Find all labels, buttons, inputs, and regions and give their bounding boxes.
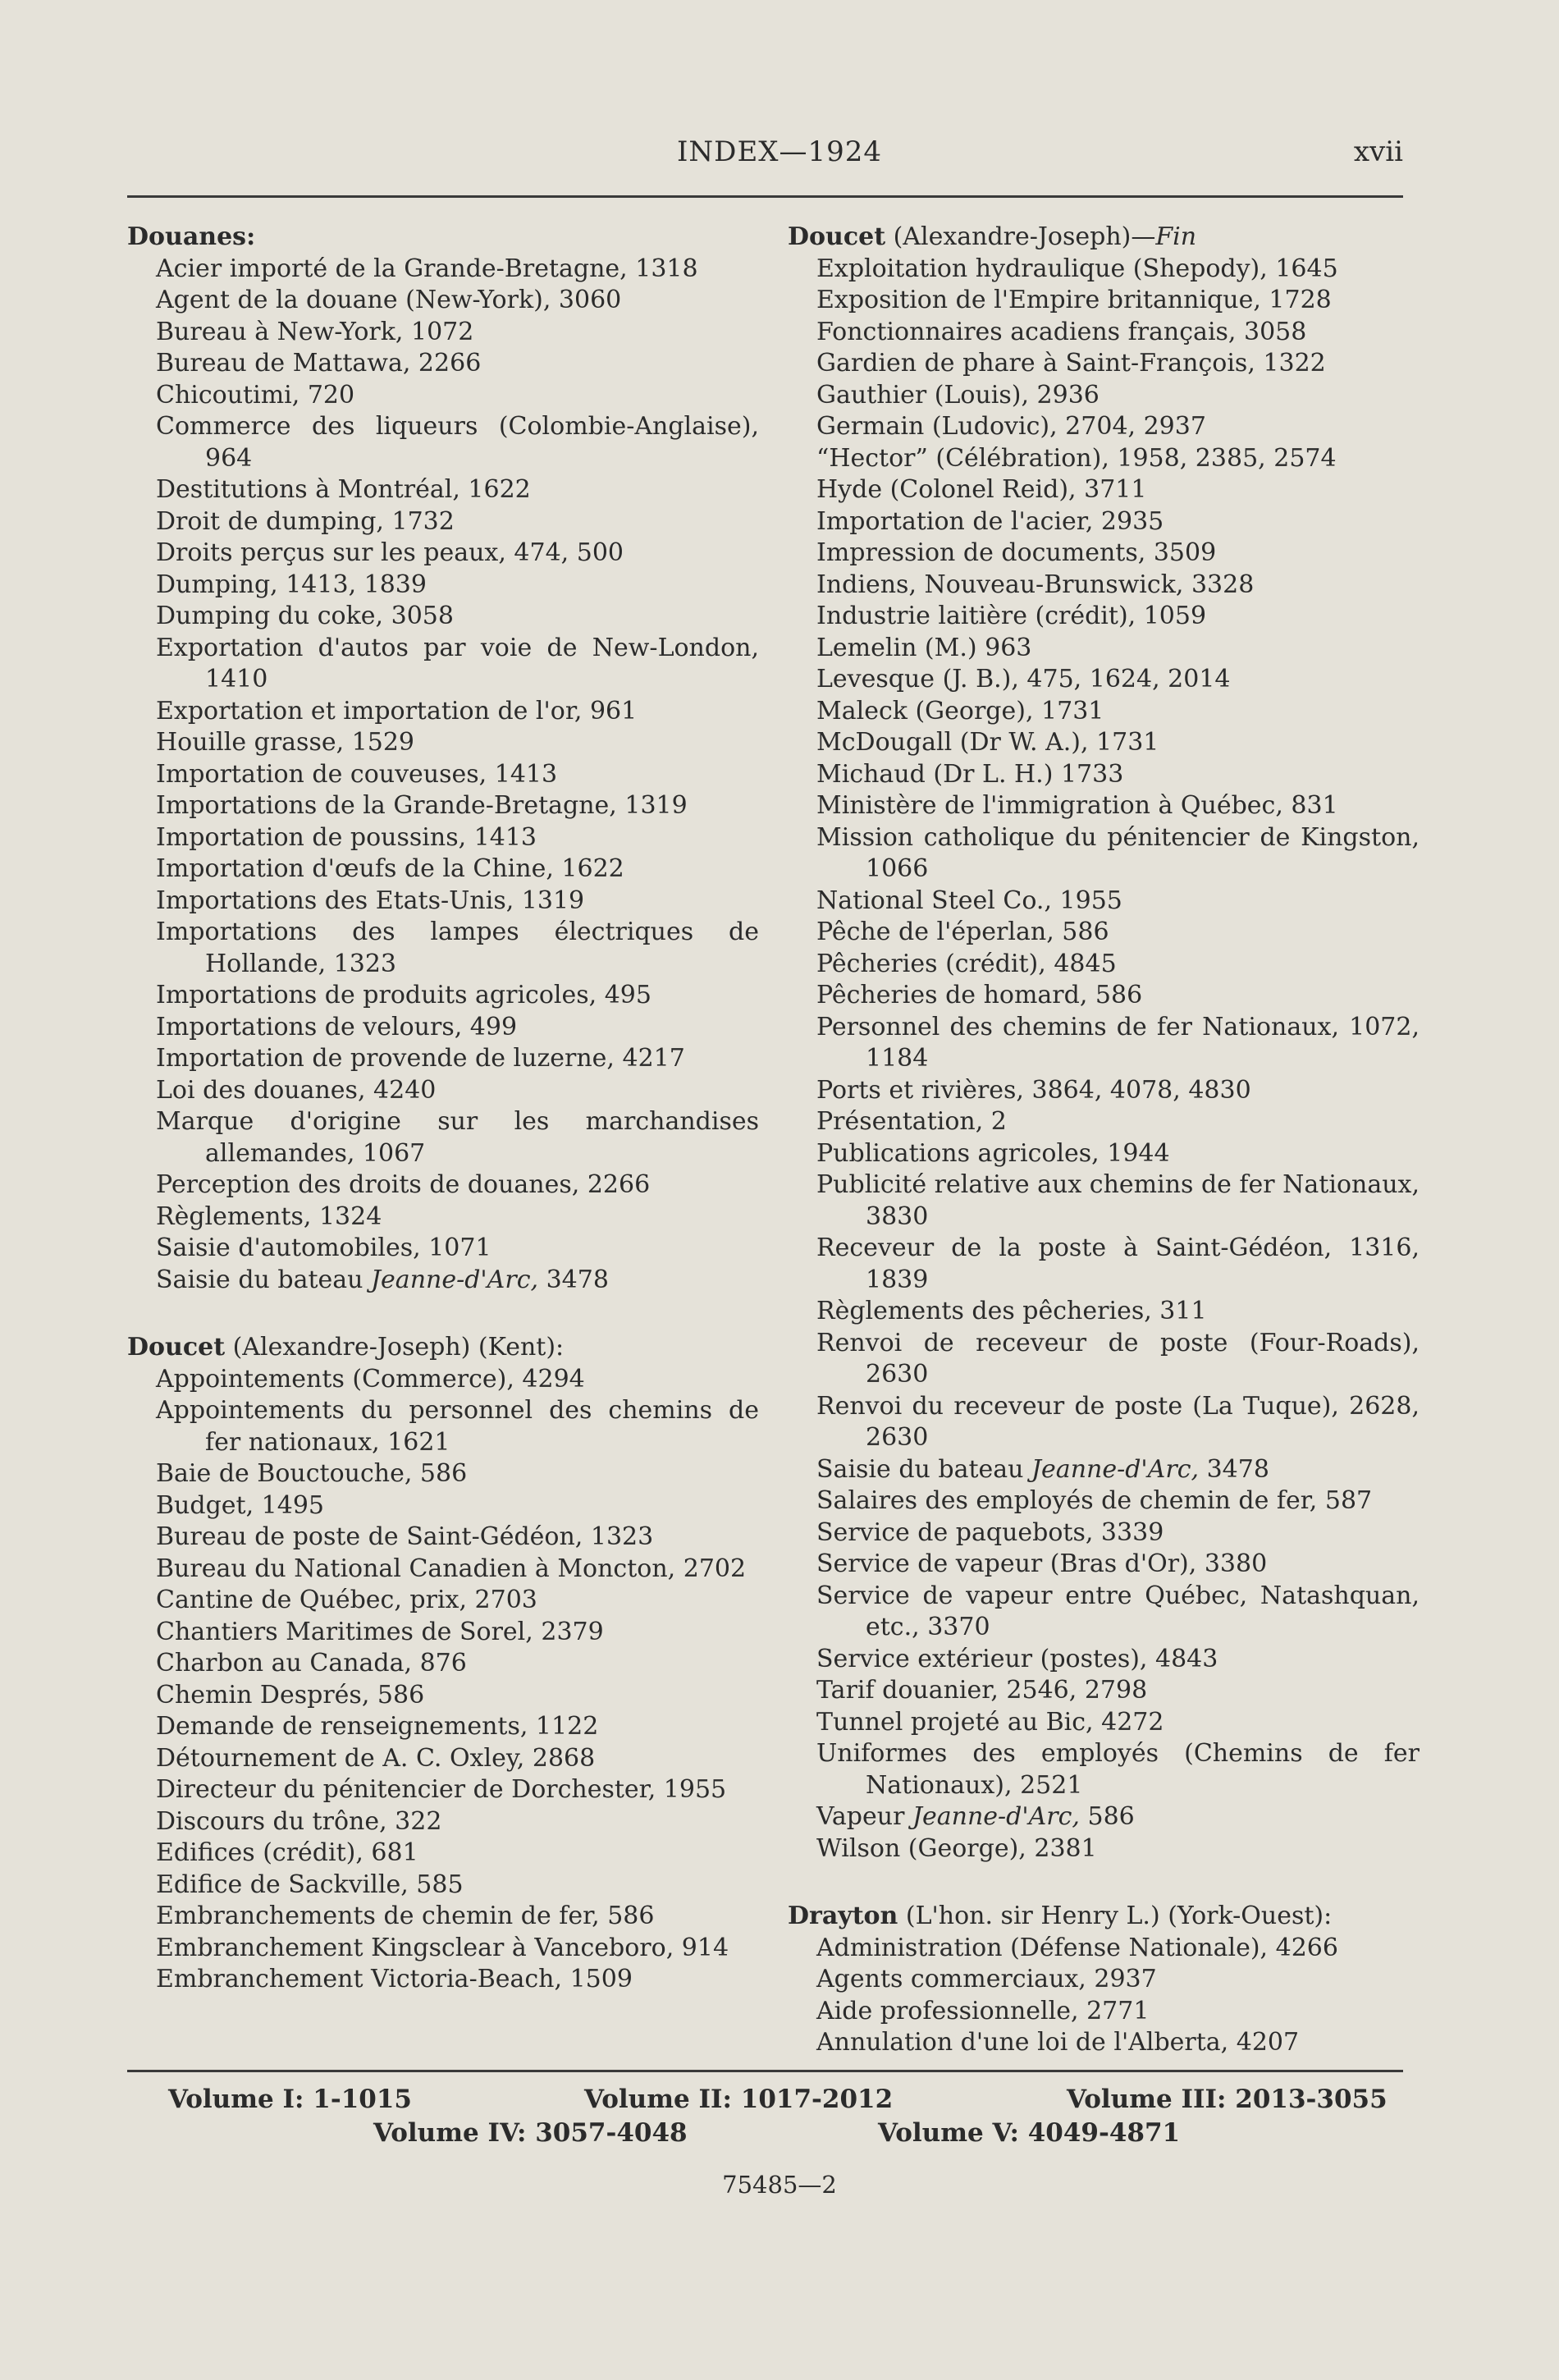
page-number: xvii xyxy=(1353,135,1403,168)
index-section xyxy=(127,222,759,1296)
index-entry: Demande de renseignements, 1122 xyxy=(156,1712,599,1741)
heading-suffix: (L'hon. sir Henry L.) (York-Ouest): xyxy=(898,1902,1333,1930)
index-entry: Aide professionnelle, 2771 xyxy=(816,1996,1150,2025)
index-entry: Bureau du National Canadien à Moncton, 2702 xyxy=(156,1554,747,1583)
entry-italic-text: Jeanne-d'Arc, xyxy=(912,1802,1080,1831)
index-entry: Détournement de A. C. Oxley, 2868 xyxy=(156,1743,596,1773)
heading-name: Douanes: xyxy=(127,222,256,251)
entry-text: 586 xyxy=(1079,1802,1135,1831)
volume-label: Volume I: xyxy=(168,2085,304,2114)
index-entry: Présentation, 2 xyxy=(816,1107,1007,1136)
index-entry: Importation de l'acier, 2935 xyxy=(816,506,1164,536)
index-entry: McDougall (Dr W. A.), 1731 xyxy=(816,728,1159,757)
index-entry: Chemin Després, 586 xyxy=(156,1680,425,1709)
index-entry: Loi des douanes, 4240 xyxy=(156,1075,437,1105)
index-section xyxy=(788,1901,1420,2059)
index-entry xyxy=(127,1265,759,1297)
index-entry: Budget, 1495 xyxy=(156,1490,325,1520)
footer-rule xyxy=(127,2070,1403,2072)
entry-italic-text: Jeanne-d'Arc, xyxy=(1031,1454,1200,1484)
index-entry: Charbon au Canada, 876 xyxy=(156,1649,467,1677)
index-entry: Maleck (George), 1731 xyxy=(816,696,1104,725)
index-entry: Tarif douanier, 2546, 2798 xyxy=(816,1676,1148,1705)
index-entry: Pêche de l'éperlan, 586 xyxy=(816,918,1109,946)
index-entry: Dumping du coke, 3058 xyxy=(156,602,454,630)
volume-range: 4049-4871 xyxy=(1027,2118,1181,2148)
index-section xyxy=(788,222,1420,1865)
header-rule xyxy=(127,195,1403,198)
index-entry: Droits perçus sur les peaux, 474, 500 xyxy=(156,538,624,567)
entry-text: Saisie du bateau xyxy=(816,1454,1032,1484)
footer-volume-2 xyxy=(584,2085,893,2114)
index-entry: Exportation d'autos par voie de New-London, 1410 xyxy=(156,633,759,693)
index-entry: Importations des lampes électriques de Hollande, 1323 xyxy=(156,918,759,978)
index-entry: Commerce des liqueurs (Colombie-Anglaise), 964 xyxy=(156,412,759,473)
index-section xyxy=(127,1332,759,1996)
index-entry: Ministère de l'immigration à Québec, 831 xyxy=(816,791,1338,820)
index-entry: Directeur du pénitencier de Dorchester, 1955 xyxy=(156,1775,727,1804)
entry-italic-text: Jeanne-d'Arc, xyxy=(371,1265,539,1294)
entry-text: 3478 xyxy=(538,1265,609,1294)
index-entry: Mission catholique du pénitencier de Kingston, 1066 xyxy=(816,822,1420,883)
index-entry: Industrie laitière (crédit), 1059 xyxy=(816,602,1207,630)
index-entry: Service de paquebots, 3339 xyxy=(816,1517,1164,1547)
heading-name: Doucet xyxy=(127,1333,226,1362)
section-heading xyxy=(788,1901,1420,1933)
index-entry: Appointements (Commerce), 4294 xyxy=(156,1364,585,1394)
footer-volume-4 xyxy=(373,2118,688,2148)
index-entry: Renvoi de receveur de poste (Four-Roads), 2630 xyxy=(816,1328,1420,1389)
index-entry: Règlements des pêcheries, 311 xyxy=(816,1297,1207,1325)
volume-label: Volume V: xyxy=(878,2118,1019,2148)
index-entry: Hyde (Colonel Reid), 3711 xyxy=(816,475,1147,504)
section-heading xyxy=(127,222,759,254)
index-entry: Bureau à New-York, 1072 xyxy=(156,317,474,346)
footer-code: 75485—2 xyxy=(722,2171,837,2199)
index-entry: Importation d'œufs de la Chine, 1622 xyxy=(156,854,624,883)
index-entry: Edifice de Sackville, 585 xyxy=(156,1870,464,1899)
index-entry: “Hector” (Célébration), 1958, 2385, 2574 xyxy=(816,443,1337,473)
index-entry: Pêcheries (crédit), 4845 xyxy=(816,949,1117,978)
index-entry xyxy=(788,1454,1420,1486)
volume-label: Volume IV: xyxy=(373,2118,527,2148)
heading-italic: Fin xyxy=(1155,222,1197,251)
index-entry: Chicoutimi, 720 xyxy=(156,380,355,410)
volume-label: Volume III: xyxy=(1067,2085,1227,2114)
index-entry: Marque d'origine sur les marchandises allemandes, 1067 xyxy=(156,1107,759,1168)
index-entry: Levesque (J. B.), 475, 1624, 2014 xyxy=(816,665,1231,693)
index-entry: Ports et rivières, 3864, 4078, 4830 xyxy=(816,1075,1251,1105)
index-entry: Importations de produits agricoles, 495 xyxy=(156,981,651,1009)
entry-text: Vapeur xyxy=(816,1802,912,1831)
index-entry: Importation de couveuses, 1413 xyxy=(156,759,558,789)
section-heading xyxy=(127,1332,759,1364)
volume-range: 1-1015 xyxy=(313,2085,412,2114)
index-entry: Discours du trône, 322 xyxy=(156,1806,442,1836)
section-heading xyxy=(788,222,1420,254)
index-entry: Service de vapeur (Bras d'Or), 3380 xyxy=(816,1549,1268,1578)
footer-volume-3 xyxy=(1067,2085,1388,2114)
volume-label: Volume II: xyxy=(584,2085,732,2114)
index-entry: Publications agricoles, 1944 xyxy=(816,1138,1170,1168)
index-entry: Droit de dumping, 1732 xyxy=(156,506,455,536)
index-entry: Annulation d'une loi de l'Alberta, 4207 xyxy=(816,2028,1300,2057)
index-entry: Salaires des employés de chemin de fer, 587 xyxy=(816,1486,1373,1515)
index-entry: Baie de Bouctouche, 586 xyxy=(156,1459,468,1488)
volume-range: 1017-2012 xyxy=(740,2085,894,2114)
index-entry: Indiens, Nouveau-Brunswick, 3328 xyxy=(816,570,1255,599)
index-entry: Edifices (crédit), 681 xyxy=(156,1838,418,1867)
index-entry: Pêcheries de homard, 586 xyxy=(816,981,1143,1009)
index-entry: Règlements, 1324 xyxy=(156,1201,382,1231)
heading-suffix: (Alexandre-Joseph) (Kent): xyxy=(225,1333,565,1362)
index-entry: Appointements du personnel des chemins de fer nationaux, 1621 xyxy=(156,1396,759,1457)
index-entry: Embranchement Kingsclear à Vanceboro, 914 xyxy=(156,1933,729,1962)
index-entry: Bureau de Mattawa, 2266 xyxy=(156,349,482,378)
index-entry: Dumping, 1413, 1839 xyxy=(156,570,427,599)
heading-suffix: (Alexandre-Joseph)— xyxy=(885,222,1156,251)
index-entry: Germain (Ludovic), 2704, 2937 xyxy=(816,412,1206,441)
heading-name: Drayton xyxy=(788,1902,898,1930)
index-entry: Administration (Défense Nationale), 4266 xyxy=(816,1933,1338,1962)
index-entry: Publicité relative aux chemins de fer Nationaux, 3830 xyxy=(816,1170,1420,1231)
index-entry: Gauthier (Louis), 2936 xyxy=(816,380,1100,410)
left-column xyxy=(127,222,759,2032)
index-entry: Exploitation hydraulique (Shepody), 1645 xyxy=(816,254,1338,283)
right-column xyxy=(788,222,1420,2095)
index-entry: Importations de la Grande-Bretagne, 1319 xyxy=(156,791,688,820)
index-entry: Importations de velours, 499 xyxy=(156,1012,518,1041)
index-entry: Perception des droits de douanes, 2266 xyxy=(156,1170,651,1199)
index-entry: Embranchements de chemin de fer, 586 xyxy=(156,1902,655,1930)
index-entry: Agent de la douane (New-York), 3060 xyxy=(156,286,622,314)
index-entry: Lemelin (M.) 963 xyxy=(816,633,1032,662)
index-entry: Importation de poussins, 1413 xyxy=(156,822,537,852)
index-entry: Importation de provende de luzerne, 4217 xyxy=(156,1044,685,1073)
footer-volume-5 xyxy=(878,2118,1180,2148)
index-entry: Gardien de phare à Saint-François, 1322 xyxy=(816,349,1326,378)
volume-range: 3057-4048 xyxy=(535,2118,688,2148)
footer-volume-1 xyxy=(168,2085,412,2114)
index-entry: Chantiers Maritimes de Sorel, 2379 xyxy=(156,1617,604,1646)
index-entry: Wilson (George), 2381 xyxy=(816,1833,1097,1863)
index-entry: Exposition de l'Empire britannique, 1728 xyxy=(816,286,1332,314)
index-entry: Impression de documents, 3509 xyxy=(816,538,1217,567)
index-entry: Embranchement Victoria-Beach, 1509 xyxy=(156,1965,633,1993)
index-entry: Receveur de la poste à Saint-Gédéon, 1316, 1839 xyxy=(816,1233,1420,1294)
index-entry: Acier importé de la Grande-Bretagne, 1318 xyxy=(156,254,698,283)
index-entry: Renvoi du receveur de poste (La Tuque), 2628, 2630 xyxy=(816,1391,1420,1452)
index-entry: Fonctionnaires acadiens français, 3058 xyxy=(816,317,1307,346)
index-entry: Cantine de Québec, prix, 2703 xyxy=(156,1586,537,1614)
heading-name: Doucet xyxy=(788,222,886,251)
index-entry: Michaud (Dr L. H.) 1733 xyxy=(816,759,1124,789)
index-entry: Agents commerciaux, 2937 xyxy=(816,1965,1157,1993)
index-entry: Service extérieur (postes), 4843 xyxy=(816,1644,1218,1673)
index-entry: Exportation et importation de l'or, 961 xyxy=(156,696,638,725)
entry-text: Saisie du bateau xyxy=(156,1265,372,1294)
index-entry: Personnel des chemins de fer Nationaux, 1072, 1184 xyxy=(816,1012,1420,1073)
index-entry: Saisie d'automobiles, 1071 xyxy=(156,1233,491,1262)
volume-range: 2013-3055 xyxy=(1235,2085,1388,2114)
index-entry xyxy=(788,1801,1420,1833)
index-entry: Houille grasse, 1529 xyxy=(156,728,415,757)
index-entry: Bureau de poste de Saint-Gédéon, 1323 xyxy=(156,1522,654,1551)
index-entry: National Steel Co., 1955 xyxy=(816,886,1122,915)
page-title: INDEX—1924 xyxy=(677,135,882,168)
index-entry: Destitutions à Montréal, 1622 xyxy=(156,475,531,504)
index-entry: Importations des Etats-Unis, 1319 xyxy=(156,886,585,915)
entry-text: 3478 xyxy=(1199,1454,1269,1484)
index-entry: Tunnel projeté au Bic, 4272 xyxy=(816,1707,1164,1737)
index-entry: Uniformes des employés (Chemins de fer Nationaux), 2521 xyxy=(816,1739,1420,1800)
index-entry: Service de vapeur entre Québec, Natashquan, etc., 3370 xyxy=(816,1581,1420,1641)
